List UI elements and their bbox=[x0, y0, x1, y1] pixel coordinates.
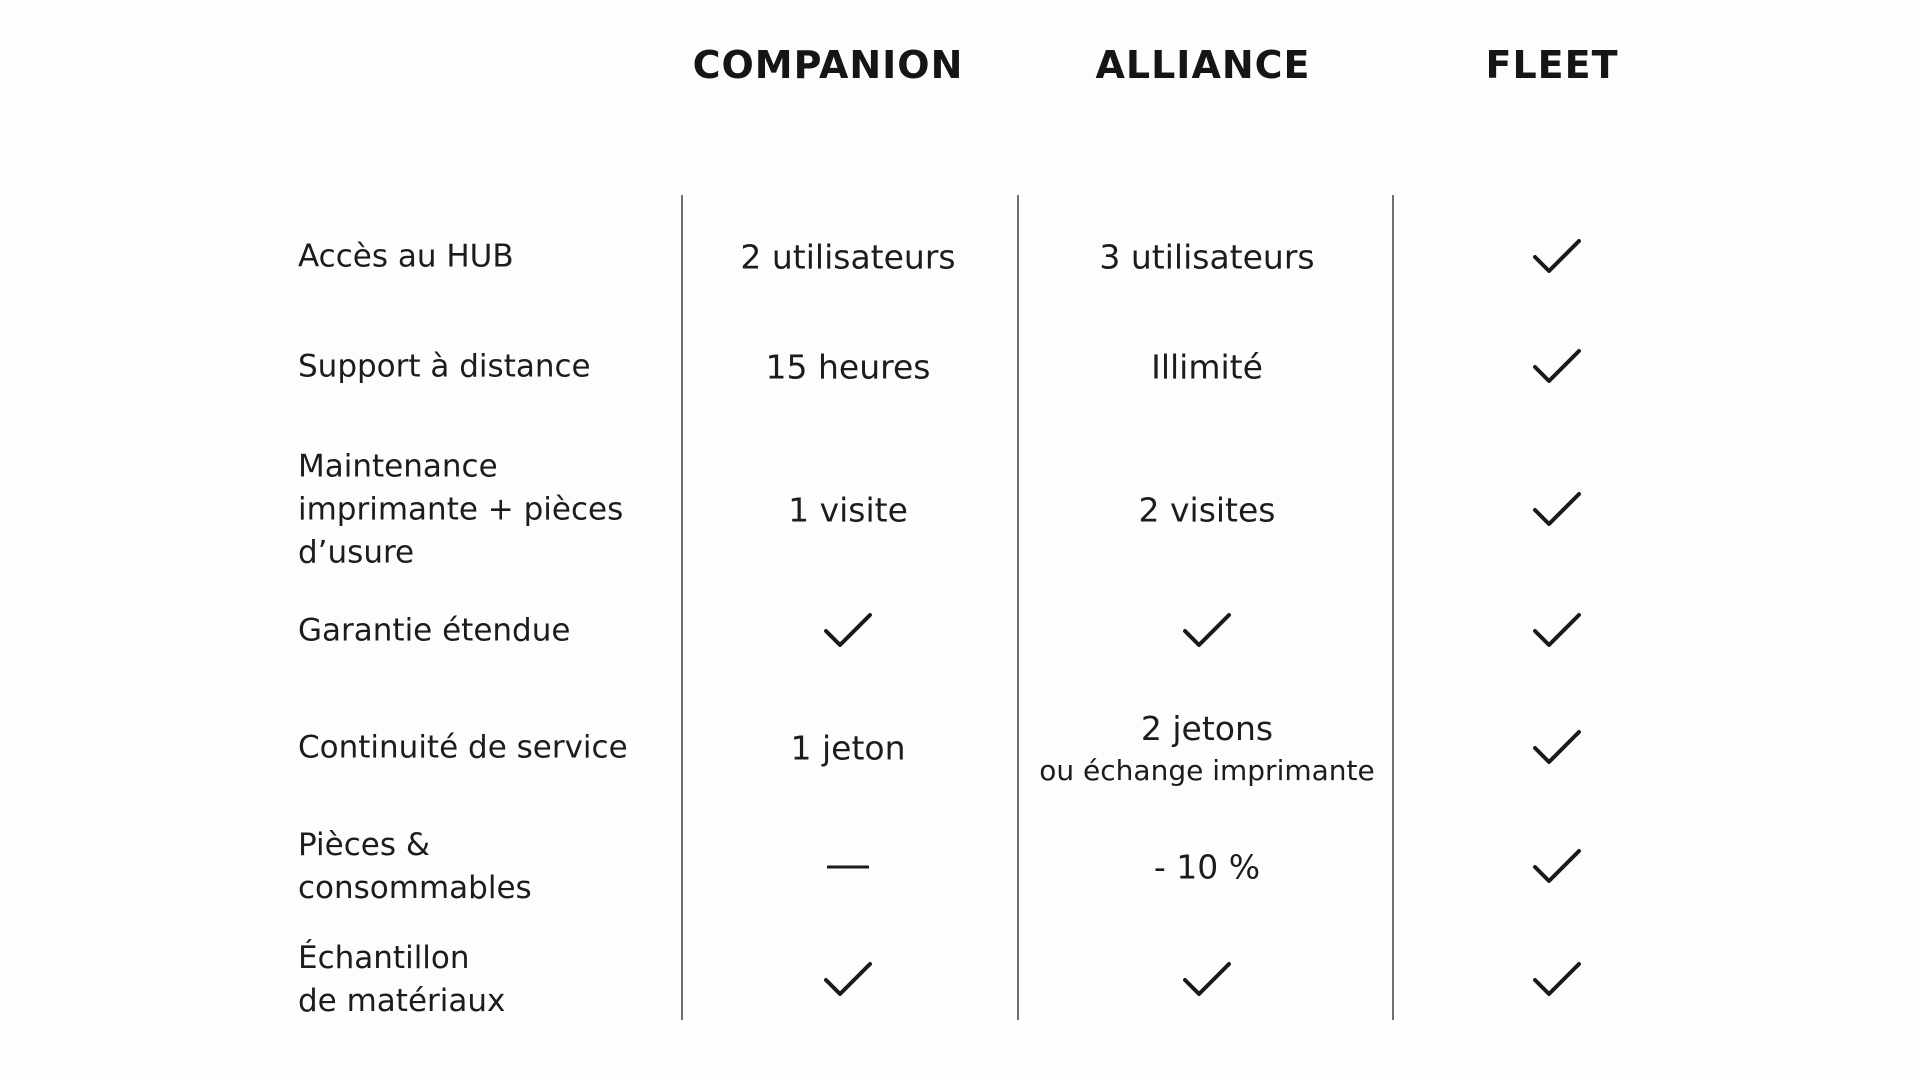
row-label-text: Pièces & consommables bbox=[298, 827, 532, 906]
cell-value: 2 visites bbox=[1138, 490, 1276, 530]
row-label bbox=[298, 236, 678, 279]
check-icon bbox=[1531, 847, 1583, 887]
cell-companion bbox=[788, 491, 908, 530]
check-icon bbox=[1531, 960, 1583, 1000]
dash-icon bbox=[827, 866, 869, 869]
cell-value: 1 jeton bbox=[790, 728, 906, 768]
row-label-text: Support à distance bbox=[298, 348, 591, 385]
check-icon bbox=[1531, 237, 1583, 277]
row-label-text: Maintenance imprimante + pièces d’usure bbox=[298, 448, 624, 571]
row-label-text: Continuité de service bbox=[298, 729, 628, 766]
row-label bbox=[298, 824, 678, 910]
cell-value: 1 visite bbox=[788, 490, 908, 530]
plan-header-fleet: FLEET bbox=[1485, 43, 1619, 87]
check-icon bbox=[1531, 728, 1583, 768]
cell-alliance bbox=[1154, 848, 1260, 887]
cell-value: 15 heures bbox=[765, 347, 931, 387]
cell-companion bbox=[790, 729, 905, 768]
cell-value: Illimité bbox=[1151, 347, 1263, 387]
check-icon bbox=[1181, 611, 1233, 651]
row-label bbox=[298, 610, 678, 653]
row-label bbox=[298, 937, 678, 1023]
cell-value: 3 utilisateurs bbox=[1099, 237, 1315, 277]
column-divider bbox=[1017, 195, 1019, 1020]
cell-companion bbox=[740, 238, 955, 277]
row-label bbox=[298, 727, 678, 770]
cell-alliance bbox=[1099, 238, 1314, 277]
cell-value: 2 jetons bbox=[1140, 709, 1274, 748]
check-icon bbox=[822, 611, 874, 651]
check-icon bbox=[1531, 611, 1583, 651]
check-icon bbox=[1181, 960, 1233, 1000]
row-label-text: Échantillon de matériaux bbox=[298, 940, 506, 1019]
check-icon bbox=[822, 960, 874, 1000]
column-divider bbox=[1392, 195, 1394, 1020]
check-icon bbox=[1531, 490, 1583, 530]
cell-alliance bbox=[1139, 491, 1276, 530]
cell-value: 2 utilisateurs bbox=[740, 237, 956, 277]
cell-alliance bbox=[1151, 348, 1263, 387]
row-label bbox=[298, 346, 678, 389]
column-divider bbox=[681, 195, 683, 1020]
cell-alliance bbox=[1039, 709, 1374, 787]
plan-header-alliance: ALLIANCE bbox=[1095, 43, 1311, 87]
cell-companion bbox=[766, 348, 931, 387]
row-label bbox=[298, 446, 678, 575]
row-label-text: Accès au HUB bbox=[298, 238, 514, 275]
plan-header-companion: COMPANION bbox=[692, 43, 964, 87]
row-label-text: Garantie étendue bbox=[298, 612, 571, 649]
cell-subtext: ou échange imprimante bbox=[1039, 754, 1375, 787]
check-icon bbox=[1531, 347, 1583, 387]
cell-value: - 10 % bbox=[1153, 847, 1261, 887]
